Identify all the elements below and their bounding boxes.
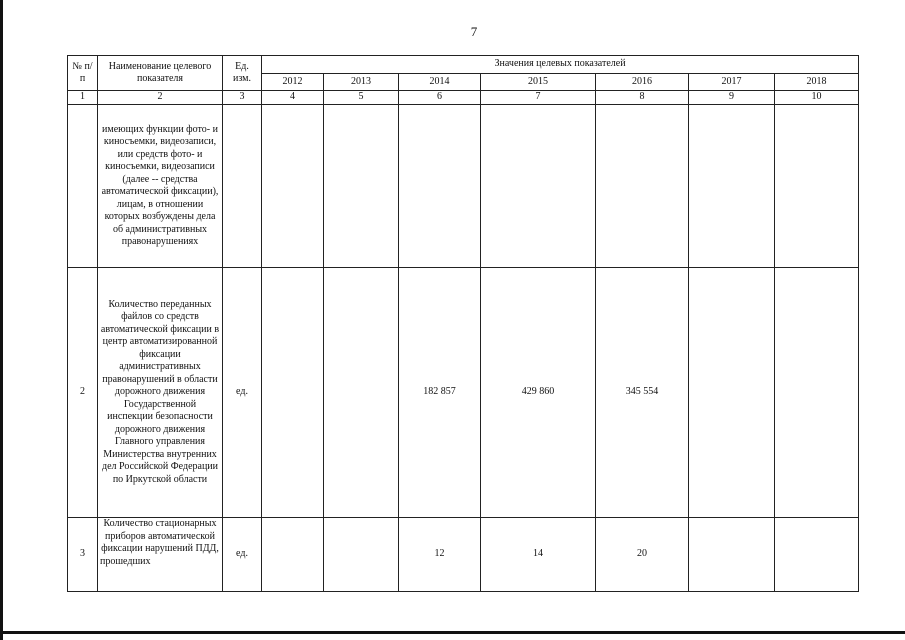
header-year: 2013	[324, 74, 399, 91]
row-indicator-name: Количество стационарных приборов автоматической фиксации нарушений ПДД, прошедших	[98, 518, 223, 592]
row-value: 429 860	[481, 268, 596, 518]
row-num: 2	[68, 268, 98, 518]
row-value	[689, 518, 775, 592]
row-value: 345 554	[596, 268, 689, 518]
header-year: 2014	[399, 74, 481, 91]
row-value	[596, 105, 689, 268]
row-value	[775, 518, 859, 592]
column-index: 7	[481, 91, 596, 105]
row-value	[689, 105, 775, 268]
row-value	[324, 105, 399, 268]
row-value	[262, 105, 324, 268]
row-value	[481, 105, 596, 268]
row-value	[689, 268, 775, 518]
column-index: 3	[223, 91, 262, 105]
page-left-border	[0, 0, 3, 640]
column-index-row	[68, 91, 859, 105]
row-unit	[223, 105, 262, 268]
column-index: 1	[68, 91, 98, 105]
column-index: 9	[689, 91, 775, 105]
header-unit: Ед. изм.	[223, 56, 262, 91]
table-row	[68, 268, 859, 518]
row-indicator-name: имеющих функции фото- и киносъемки, видеозаписи, или средств фото- и киносъемки, видеозаписи (далее -- средства автоматической фиксации), лицам, в отношении которых возбуждены дела об административных правонарушениях	[98, 105, 223, 268]
column-index: 10	[775, 91, 859, 105]
row-value: 182 857	[399, 268, 481, 518]
header-num: № п/п	[68, 56, 98, 91]
row-value	[324, 268, 399, 518]
column-index: 4	[262, 91, 324, 105]
row-unit: ед.	[223, 518, 262, 592]
row-value	[262, 518, 324, 592]
header-year: 2018	[775, 74, 859, 91]
row-value	[324, 518, 399, 592]
row-value	[775, 268, 859, 518]
header-year: 2017	[689, 74, 775, 91]
header-name: Наименование целевого показателя	[98, 56, 223, 91]
row-value: 12	[399, 518, 481, 592]
row-value	[775, 105, 859, 268]
table-row	[68, 518, 859, 592]
row-num: 3	[68, 518, 98, 592]
header-row	[68, 56, 859, 74]
row-unit: ед.	[223, 268, 262, 518]
header-year: 2012	[262, 74, 324, 91]
row-num	[68, 105, 98, 268]
header-year: 2015	[481, 74, 596, 91]
page-bottom-border	[0, 631, 905, 634]
column-index: 8	[596, 91, 689, 105]
header-year: 2016	[596, 74, 689, 91]
row-indicator-name: Количество переданных файлов со средств автоматической фиксации в центр автоматизированной фиксации административных правонарушений в области дорожного движения Государственной инспекции безопасности дорожного движения Главного управления Министерства внутренних дел Российской Федерации по Иркутской области	[98, 268, 223, 518]
row-value: 20	[596, 518, 689, 592]
row-value	[262, 268, 324, 518]
column-index: 6	[399, 91, 481, 105]
page-number: 7	[470, 24, 478, 39]
table-row	[68, 105, 859, 268]
column-index: 2	[98, 91, 223, 105]
column-index: 5	[324, 91, 399, 105]
target-indicators-table	[67, 55, 859, 592]
header-values-group: Значения целевых показателей	[262, 56, 859, 74]
row-value	[399, 105, 481, 268]
row-value: 14	[481, 518, 596, 592]
